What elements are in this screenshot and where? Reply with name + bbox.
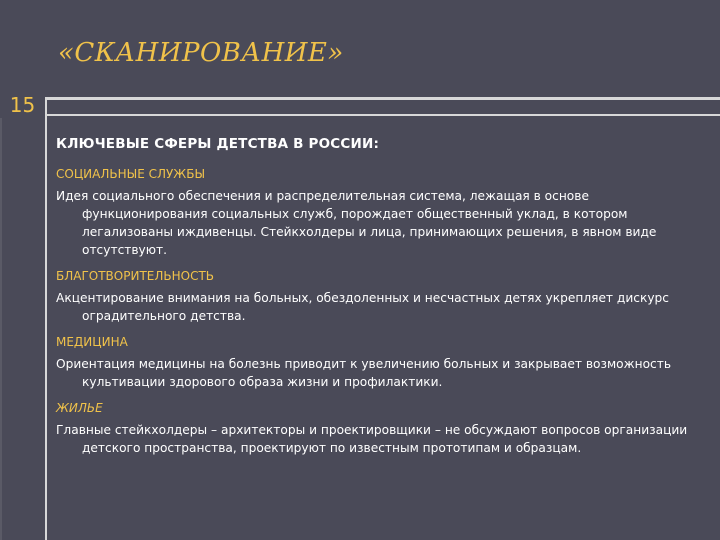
- vertical-rule: [45, 97, 47, 540]
- section-text-social-services: Идея социального обеспечения и распределительная система, лежащая в основе функционирования социальных служб, порождает общественный уклад, в котором легализованы иждивенцы. Стейкхолдеры и лица, принимающих решения, в явном виде отсутствуют.: [56, 189, 657, 257]
- section-text-housing: Главные стейкхолдеры – архитекторы и проектировщики – не обсуждают вопросов организации детского пространства, проектируют по известным прототипам и образцам.: [56, 423, 688, 455]
- section-text-charity: Акцентирование внимания на больных, обездоленных и несчастных детях укрепляет дискурс оградительного детства.: [56, 291, 669, 323]
- left-edge-line: [0, 97, 2, 540]
- section-label-charity: БЛАГОТВОРИТЕЛЬНОСТЬ: [56, 269, 215, 283]
- section-label-medicine: МЕДИЦИНА: [56, 335, 128, 349]
- bottom-rule: [0, 114, 720, 116]
- top-rule: [0, 97, 720, 100]
- slide-content: [56, 135, 696, 460]
- slide-title: «СКАНИРОВАНИЕ»: [58, 38, 344, 68]
- section-label-housing: ЖИЛЬЕ: [56, 401, 103, 415]
- content-heading: КЛЮЧЕВЫЕ СФЕРЫ ДЕТСТВА В РОССИИ:: [56, 136, 380, 152]
- section-label-social-services: СОЦИАЛЬНЫЕ СЛУЖБЫ: [56, 167, 206, 181]
- slide-number: 15: [0, 93, 45, 118]
- section-text-medicine: Ориентация медицины на болезнь приводит к увеличению больных и закрывает возможность культивации здорового образа жизни и профилактики.: [56, 357, 672, 389]
